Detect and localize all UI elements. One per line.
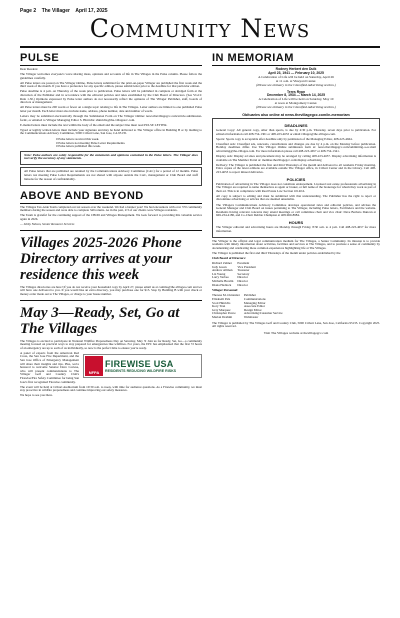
policy-para: All copy is subject to editing and must be submitted with that understanding. The Publisher has the right to reject or discontinue advertising or articles that are deemed unsuitable. <box>216 193 376 202</box>
deadline-para: Delivery: The Villager is published the first and third Thursdays of the month and delivered to all residents Friday morning. Extra copies of the latest editions are available outside The Villager office, in Cribari Center and in the Library. Call 408-223-4653 to report missed deliveries. <box>216 162 376 174</box>
pulse-para: The Villager welcomes everyone's voice sharing ideas, opinions and accounts of life in The Villages in the Pulse column. Please follow the guidelines carefully. <box>20 72 202 80</box>
pulse-para: Letters may be submitted electronically through the Submission Form on The Villager Online: news.thevillagegcc.com/article-submission-form/, or emailed to Villager Managing Editor S. Hinrichs: shinrichs@the-villagescc.com. <box>20 114 202 122</box>
memoriam-line: A Celebration of Life will be held on Saturday, May 10 <box>258 97 334 102</box>
pulse-para: All Pulse letters must be 200 words or fewer on a single topic relating to life in The Villages. Letter authors are limited to one published Pulse letter per month. Each letter must also include name, address, phone number, date and number of words. <box>20 105 202 113</box>
may3-para: The Villages is excited to participate in National Wildfire Preparedness Day on Saturday, May 3! Join us for Ready, Set, Go—a community meeting focused on practical ways to stay prepared for emergencies like wildfires. For years, the EPC has emphasized that the first 72 hours of an emergency are up to each of us individually, so now is the perfect time to ensure you're ready. <box>20 338 202 350</box>
deadline-para: Classified Ads: Classified ads, renewals, cancellations and changes are due by 4 p.m. on the Monday before publication. Holiday deadlines differ. Use The Villager Online submission form at: news.thevillagegcc.com/submitting-a-or-mail advertising@the-villages.com. For more information please call 408-223-4657 or 408-754-1341. <box>216 141 376 154</box>
pulse-para: All Pulse letters are posted on The Villager Online. Pulse letters submitted for the print-on-paper Villager are published the first week and the third week of the month. If you have a preference for any specific edition, please submit letter prior to the deadline for that particular edition. <box>20 80 202 89</box>
board-heading: Club Board of Directors: <box>212 256 247 260</box>
may3-para: We hope to see you there. <box>20 393 53 398</box>
pulse-closing-box <box>20 167 202 185</box>
may3-para: A panel of experts from the American Red Cross, the San Jose Fire Department, and the San Jose Office of Emergency Management will share their insights and tips. Plus, we're honored to welcome Senator Dave Cortese, who will present commendations to The Villager Golf and Country Club's Firewise/Fire Safety Committee for being San Jose's first recognized Firewise community. <box>20 350 79 384</box>
table-row: Scott Hinrichs Managing Editor <box>212 300 266 305</box>
table-row: Larry Verbeo Director <box>212 275 248 280</box>
hours-text: The Villager editorial and advertising hours are Monday through Friday, 8:30 a.m. to 4 p.m. Call 408-223-4657 for more information. <box>216 224 376 233</box>
about-section <box>212 240 380 335</box>
left-column <box>20 52 202 399</box>
table-row: Andrew Allman Treasurer <box>212 268 250 273</box>
above-para: The Villages Tax-Aide Team completed our tax season over the weekend. We had a banner year! We had encounters with over 370 community members during the season and were able to complete 349 returns. As in the past, 2/3 of our clients were Villages residents. <box>20 204 202 213</box>
nfpa-logo: NFPA <box>85 356 103 376</box>
memoriam-note: (Please see obituary in the Classified Advertising section.) <box>256 82 336 87</box>
table-row: Diana Hedlock Director <box>212 282 248 287</box>
masthead-rule <box>20 46 380 48</box>
above-byline: — Libby Nelson, Senior Resource Services <box>20 222 75 227</box>
copyright-text: The Villager is published by The Villages Golf and Country Club, 5000 Cribari Lane, San Jose, California 95135. Copyright 2025. All rights reserved. <box>212 320 380 329</box>
pulse-para: E-mailed letters must include the text within the body of the email and the subject line must read PULSE LETTER. <box>20 122 168 127</box>
personnel-heading: Villager Personnel: <box>212 288 239 293</box>
pulse-note-box <box>20 151 202 166</box>
memoriam-dates: April 23, 1941 — February 10, 2025 <box>268 70 324 75</box>
policy-item: 0 Pulse letters not meeting Pulse Letter Requirements. <box>56 140 126 145</box>
pulse-para: Pulse deadline is 4 p.m. on Thursday of the week prior to publication. Pulse letters will be published in complete or abridged form at the discretion of the Publisher and in accordance with the editorial policies and rules established by the Club Board of Directors. (See VGCC Rule 1.30.) Opinions expressed by Pulse letter authors do not necessarily reflect the opinions of The Villager Publisher, staff, boards of directors or management. <box>20 89 202 105</box>
table-row: Kory Tran Associate Editor <box>212 304 266 309</box>
may3-para: The event will be held at Cribari Auditorium from 10:30 a.m. to noon, with time for audience questions. As a Firewise community, we must stay proactive in wildfire preparedness and continue improving our safety measures. <box>20 384 202 393</box>
section-divider <box>20 300 202 301</box>
may3-headline: May 3—Ready, Set, Go at The Villages <box>20 304 180 337</box>
right-column <box>212 52 380 335</box>
deadline-para: Display Ads: Display ad sizes and placement may be arranged by calling 408-223-4657. Display advertising information is available on The Member Portal at: member.thevillagegcc.com/display-advertising <box>216 154 376 162</box>
memoriam-dates: December 8, 1934 — March 14, 2025 <box>266 93 326 98</box>
deadline-para: General Copy: All general copy, other than sports, is due by 4:30 p.m. Thursday, seven days prior to publication. For editorial information call 408-754-1301 or 408-223-4653 or email villager@the-villages.com. <box>216 128 376 136</box>
memoriam-name: Teres Ryan <box>286 89 306 94</box>
issue-date: April 17, 2025 <box>75 8 108 14</box>
table-row: Michelle Breslin Director <box>212 279 248 284</box>
table-row: Jerry Marquez Design Editor <box>212 307 262 312</box>
table-row: Liz Young Secretary <box>212 271 250 276</box>
hours-heading: HOURS <box>288 219 304 225</box>
firewise-subtitle: RESIDENTS REDUCING WILDFIRE RISKS <box>105 368 177 373</box>
memoriam-line: A Celebration of Life will be held on Saturday, April 26 <box>258 74 334 79</box>
memoriam-heading: IN MEMORIAM <box>212 52 380 66</box>
about-para: The Villager is the official and legal communication medium for The Villages, a Senior Community. Its mission is to provide residents with timely information about activities, facilities and services at The Villages, and to promote a sense of community by documenting and celebrating these common experiences highlighting life at The Villages. <box>212 238 380 250</box>
firewise-logo <box>83 354 202 378</box>
memoriam-line: at noon at Montgomery Center. <box>274 101 318 106</box>
pulse-closing: All Pulse letters that are published are retained by the Communications Advisory Committee (CAC) for a period of 12 months. Pulse letters not meeting Pulse Letter Requirements are not shared with anyone outside the CAC, management or Club Board and staff liaisons for the reason of confidentiality. <box>24 169 198 181</box>
directory-headline: Villages 2025-2026 Phone Directory arrives at your residence this week <box>20 234 182 283</box>
pulse-note: Note: Pulse authors are solely responsible for the statements and opinions contained in the Pulse letters. The Villager does not verify the accuracy of any statements. <box>24 152 198 161</box>
memoriam-entry <box>212 91 380 111</box>
masthead-title: Community News <box>89 14 311 43</box>
table-row: Christopher Ponce Advertising/Customer Service <box>212 311 283 316</box>
above-para: The Team is grateful for the continuing support of the CBOD and Villages Management. We look forward to providing this valuable service again in 2026. <box>20 213 202 222</box>
pulse-policy <box>20 138 202 149</box>
table-row: Richard Zahner President <box>212 261 250 266</box>
pulse-salutation: Dear Readers: <box>20 67 39 71</box>
table-row: Judy Green Vice President <box>212 264 256 269</box>
deadlines-heading: DEADLINES <box>284 123 308 129</box>
firewise-title: FIREWISE USA <box>105 358 174 369</box>
pulse-para: Typed or legibly written letters must include your signature and may be hand delivered to The Villager office in Building B or by mailing to the Communications Advisory Committee, 5000 Cribari Lane, San Jose, CA 95135. <box>20 127 202 136</box>
above-heading: ABOVE AND BEYOND <box>20 190 202 204</box>
memoriam-line: at 11 a.m. at Vineyard Center. <box>275 78 317 83</box>
pulse-heading: PULSE <box>20 52 202 66</box>
memoriam-entry <box>212 68 380 88</box>
deadline-para: Sports: Sports copy is acceptable after deadline only by permission of the Managing Editor, 408-223-4664. <box>216 136 353 141</box>
obituaries-online-link[interactable]: Obituaries also online at news.thevillagegcc.com/in-memoriam <box>242 113 350 118</box>
policy-para: Publication of advertising in The Villager does not constitute endorsement. Licensed real estate professionals advertising in The Villager are required to name themselves as agent or broker, or full name of the brokerage for whom they work as part of their ad. This is in compliance with Real Estate Law Section 10140.6. <box>216 181 376 193</box>
table-row: Marian Ibrahim Webmaster <box>212 314 259 319</box>
about-para: The Villager is published the first and third Thursdays of the month under policies established by the <box>212 250 341 255</box>
board-table <box>212 262 260 287</box>
memoriam-note: (Please see obituary in the Classified Advertising section.) <box>256 105 336 110</box>
policy-para: The Villagers Communications Advisory Committee develops operational rules and editorial policies, and advises the General Manager and Club Board on issues pertaining to The Villager, including Pulse letters, Factfinders and the website. Residents having relevant concerns may attend meetings or call committee chair and vice chair: Dave Barbato Duncan at 669-234-4180, and Co-Chair Debbie Champion at 408-960-8984. <box>216 202 376 218</box>
page-number: Page 2 <box>20 8 37 14</box>
policy-item: 0 Pulse letters received this week. <box>56 137 100 141</box>
table-row: Theresa M. Ostrander Publisher <box>212 293 256 298</box>
directory-text: The Villages directories are here! If you do not receive your household copy by April 27, please email us at comms@the-villages.com and we will have one delivered to you. If you would like an extra directory, you may purchase one for $15. Stop by Building B with your check or money order made out to The Villages, or charge to your house number. <box>20 284 202 296</box>
policies-heading: POLICIES <box>286 176 306 182</box>
personnel-table <box>212 294 287 319</box>
info-box <box>212 118 380 238</box>
paper-name: The Villager <box>41 8 70 14</box>
memoriam-name: Rodney Herbert den Dulk <box>275 67 317 71</box>
website-link[interactable]: Visit The Villages website at thevillagegcc.com <box>263 330 329 335</box>
table-row: Elizabeth Pals Communications <box>212 296 266 301</box>
policy-item: 0 Pulse letters published this week. <box>56 144 101 149</box>
section-divider <box>20 230 202 231</box>
